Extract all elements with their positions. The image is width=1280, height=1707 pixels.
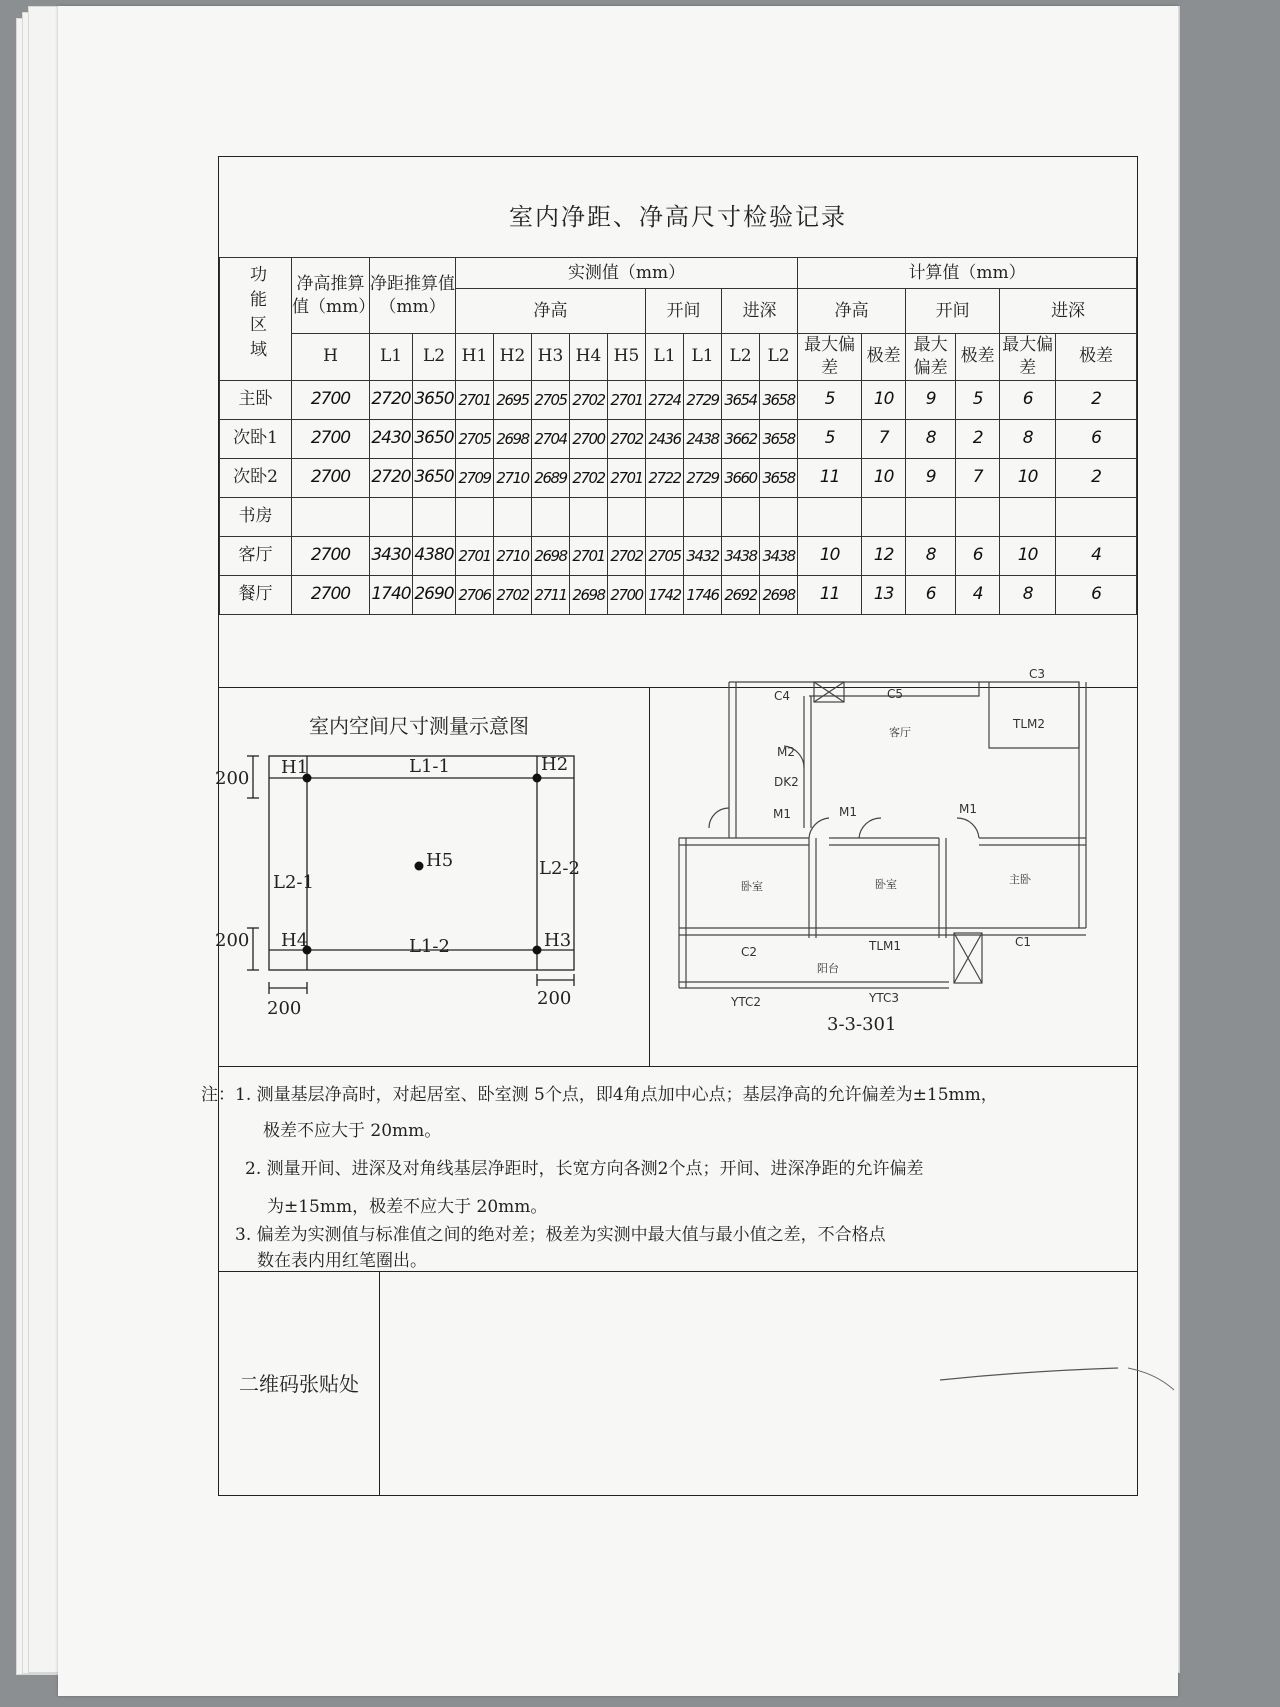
col-range-2: 极差 [956, 334, 1000, 381]
dim-label-top: 200 [215, 768, 250, 789]
cell-calc6: 2 [1056, 458, 1137, 497]
cell-bay1: 2436 [646, 419, 684, 458]
cell-depth2: 3658 [760, 458, 798, 497]
cell-h4: 2700 [570, 419, 608, 458]
cell-h3 [532, 497, 570, 536]
cell-h3: 2704 [532, 419, 570, 458]
plan-door-arc-a [809, 818, 829, 838]
cell-l1-est: 2720 [370, 458, 413, 497]
plan-wall-left [679, 838, 686, 988]
label-h4: H4 [281, 930, 309, 951]
col-h1: H1 [456, 334, 494, 381]
cell-area: 主卧 [220, 380, 292, 419]
calc-net-height-header: 净高 [798, 289, 906, 334]
cell-l1-est: 2430 [370, 419, 413, 458]
label-l2-2: L2-2 [539, 858, 580, 879]
table-body [220, 380, 1137, 614]
table-row [220, 497, 1137, 536]
cell-h1 [456, 497, 494, 536]
cell-l2-est: 3650 [413, 380, 456, 419]
cell-bay1: 2724 [646, 380, 684, 419]
table-row [220, 419, 1137, 458]
qr-label: 二维码张贴处 [239, 1372, 359, 1396]
note-2b: 为±15mm，极差不应大于 20mm。 [267, 1197, 548, 1217]
cell-h1: 2701 [456, 536, 494, 575]
cell-h1: 2701 [456, 380, 494, 419]
cell-calc3: 9 [906, 458, 956, 497]
plan-wall-top [729, 682, 979, 696]
plan-ytc2: YTC2 [731, 995, 761, 1009]
bay-header: 开间 [646, 289, 722, 334]
cell-h4: 2702 [570, 380, 608, 419]
cell-bay1: 2705 [646, 536, 684, 575]
cell-h1: 2705 [456, 419, 494, 458]
cell-calc2: 13 [862, 575, 906, 614]
label-h5: H5 [426, 850, 454, 871]
cell-depth1: 3662 [722, 419, 760, 458]
cell-l2-est: 3650 [413, 419, 456, 458]
dim-label-bottom: 200 [215, 930, 250, 951]
note-1a: 注：1. 测量基层净高时，对起居室、卧室测 5个点，即4角点加中心点；基层净高的允许偏差为±15mm， [201, 1085, 998, 1105]
cell-h-est: 2700 [292, 419, 370, 458]
point-h5 [415, 862, 424, 871]
cell-calc2: 7 [862, 419, 906, 458]
cell-h-est: 2700 [292, 575, 370, 614]
cell-l1-est [370, 497, 413, 536]
cell-calc1: 11 [798, 458, 862, 497]
col-h5: H5 [608, 334, 646, 381]
cell-h5: 2702 [608, 419, 646, 458]
plan-shaft-x [814, 682, 844, 702]
plan-dk2: DK2 [774, 775, 799, 789]
area-header: 功能区域 [220, 258, 292, 381]
cell-depth1: 2692 [722, 575, 760, 614]
cell-h3: 2711 [532, 575, 570, 614]
measurement-diagram [215, 688, 649, 1066]
cell-h5: 2701 [608, 380, 646, 419]
note-2a: 2. 测量开间、进深及对角线基层净距时，长宽方向各测2个点；开间、进深净距的允许偏差 [245, 1159, 924, 1179]
cell-calc5: 10 [1000, 536, 1056, 575]
table-row [220, 458, 1137, 497]
cell-calc4: 7 [956, 458, 1000, 497]
plan-wall-b [804, 696, 811, 828]
cell-bay2: 2729 [684, 380, 722, 419]
cell-depth1 [722, 497, 760, 536]
notes-section [201, 1067, 1137, 1272]
cell-bay2 [684, 497, 722, 536]
plan-wall-mid-a [679, 838, 809, 845]
cell-l2-est: 3650 [413, 458, 456, 497]
cell-h4: 2701 [570, 536, 608, 575]
col-h4: H4 [570, 334, 608, 381]
plan-wall-e [939, 838, 946, 938]
cell-calc6: 4 [1056, 536, 1137, 575]
plan-wall-a [729, 682, 736, 838]
col-l2: L2 [413, 334, 456, 381]
plan-wall-low-b [949, 928, 1086, 935]
cell-calc5: 8 [1000, 419, 1056, 458]
cell-l2-est: 2690 [413, 575, 456, 614]
cell-l1-est: 3430 [370, 536, 413, 575]
cell-calc1: 5 [798, 380, 862, 419]
table-row [220, 575, 1137, 614]
net-height-header: 净高 [456, 289, 646, 334]
qr-divider [379, 1272, 380, 1495]
plan-wall-bottom [679, 982, 949, 988]
cell-calc1: 5 [798, 419, 862, 458]
cell-calc1 [798, 497, 862, 536]
depth-header: 进深 [722, 289, 798, 334]
col-h3: H3 [532, 334, 570, 381]
cell-area: 次卧2 [220, 458, 292, 497]
inspection-sheet [58, 6, 1178, 1696]
cell-h1: 2709 [456, 458, 494, 497]
form-title: 室内净距、净高尺寸检验记录 [219, 157, 1137, 258]
col-h: H [292, 334, 370, 381]
plan-balcony: 阳台 [817, 962, 839, 975]
cell-area: 次卧1 [220, 419, 292, 458]
plan-m1-b: M1 [839, 805, 857, 819]
cell-calc4: 4 [956, 575, 1000, 614]
cell-bay1 [646, 497, 684, 536]
plan-c3: C3 [1029, 667, 1046, 681]
plan-bedroom-b: 卧室 [875, 878, 897, 891]
label-h2: H2 [541, 754, 569, 775]
plan-wall-d [809, 838, 816, 938]
cell-h2: 2702 [494, 575, 532, 614]
cell-calc4: 6 [956, 536, 1000, 575]
cell-h2: 2698 [494, 419, 532, 458]
cell-bay2: 3432 [684, 536, 722, 575]
col-depth-l2b: L2 [760, 334, 798, 381]
note-3b: 数在表内用红笔圈出。 [257, 1251, 427, 1271]
col-bay-l1b: L1 [684, 334, 722, 381]
plan-door-arc-e [709, 808, 729, 828]
col-bay-l1a: L1 [646, 334, 684, 381]
plan-door-arc-b [859, 818, 881, 838]
col-range-3: 极差 [1056, 334, 1137, 381]
cell-h2 [494, 497, 532, 536]
plan-m1-c: M1 [959, 802, 977, 816]
label-l1-1: L1-1 [409, 756, 450, 777]
cell-calc1: 10 [798, 536, 862, 575]
cell-depth1: 3438 [722, 536, 760, 575]
cell-calc3: 6 [906, 575, 956, 614]
col-max-dev-3: 最大偏差 [1000, 334, 1056, 381]
cell-area: 餐厅 [220, 575, 292, 614]
cell-calc4: 2 [956, 419, 1000, 458]
label-l2-1: L2-1 [273, 872, 314, 893]
cell-bay1: 1742 [646, 575, 684, 614]
plan-c2: C2 [741, 945, 758, 959]
cell-depth2: 3658 [760, 419, 798, 458]
dim-label-right: 200 [537, 988, 572, 1009]
table-row [220, 380, 1137, 419]
cell-h1: 2706 [456, 575, 494, 614]
plan-wall-right [1079, 682, 1086, 928]
label-h3: H3 [544, 930, 572, 951]
cell-h5: 2701 [608, 458, 646, 497]
col-h2: H2 [494, 334, 532, 381]
calculated-header: 计算值（mm） [798, 258, 1137, 289]
cell-depth1: 3660 [722, 458, 760, 497]
floor-plan [649, 667, 1139, 1066]
plan-wall-mid-c [979, 838, 1086, 845]
plan-c1: C1 [1015, 935, 1032, 949]
cell-calc2 [862, 497, 906, 536]
cell-calc4: 5 [956, 380, 1000, 419]
cell-h4: 2702 [570, 458, 608, 497]
calc-depth-header: 进深 [1000, 289, 1137, 334]
label-h1: H1 [281, 757, 309, 778]
height-est-header: 净高推算值（mm） [292, 258, 370, 334]
plan-wall-low-a [679, 928, 949, 935]
inspection-form [201, 156, 1138, 1496]
plan-m1-a: M1 [773, 807, 791, 821]
cell-calc6: 6 [1056, 419, 1137, 458]
pencil-stroke-b [1128, 1368, 1174, 1390]
cell-h2: 2695 [494, 380, 532, 419]
plan-wall-c [979, 682, 1079, 748]
col-depth-l2a: L2 [722, 334, 760, 381]
diagram-title: 室内空间尺寸测量示意图 [309, 714, 529, 738]
cell-depth2: 3658 [760, 380, 798, 419]
plan-ytc3: YTC3 [869, 991, 899, 1005]
plan-door-arc-c [957, 818, 979, 838]
cell-h3: 2705 [532, 380, 570, 419]
note-1b: 极差不应大于 20mm。 [263, 1121, 442, 1141]
measurement-table [219, 257, 1137, 615]
cell-calc6: 6 [1056, 575, 1137, 614]
plan-tlm2: TLM2 [1013, 717, 1046, 731]
col-range-1: 极差 [862, 334, 906, 381]
cell-h-est: 2700 [292, 380, 370, 419]
col-max-dev-1: 最大偏差 [798, 334, 862, 381]
cell-calc6: 2 [1056, 380, 1137, 419]
cell-h-est: 2700 [292, 536, 370, 575]
cell-l2-est [413, 497, 456, 536]
cell-h4: 2698 [570, 575, 608, 614]
col-l1: L1 [370, 334, 413, 381]
cell-l1-est: 2720 [370, 380, 413, 419]
cell-calc3: 8 [906, 536, 956, 575]
plan-unit-number: 3-3-301 [827, 1014, 897, 1035]
label-l1-2: L1-2 [409, 936, 450, 957]
plan-c5: C5 [887, 687, 904, 701]
measured-header: 实测值（mm） [456, 258, 798, 289]
cell-calc3: 8 [906, 419, 956, 458]
cell-calc2: 12 [862, 536, 906, 575]
cell-calc1: 11 [798, 575, 862, 614]
cell-calc2: 10 [862, 380, 906, 419]
cell-calc3: 9 [906, 380, 956, 419]
diagram-section [215, 667, 1137, 1067]
plan-c4: C4 [774, 689, 791, 703]
cell-h3: 2689 [532, 458, 570, 497]
plan-bedroom-a: 卧室 [741, 880, 763, 893]
cell-area: 书房 [220, 497, 292, 536]
cell-depth2: 3438 [760, 536, 798, 575]
cell-calc4 [956, 497, 1000, 536]
cell-h2: 2710 [494, 536, 532, 575]
cell-l1-est: 1740 [370, 575, 413, 614]
table-row [220, 536, 1137, 575]
point-h3 [533, 946, 542, 955]
cell-h2: 2710 [494, 458, 532, 497]
cell-depth1: 3654 [722, 380, 760, 419]
calc-bay-header: 开间 [906, 289, 1000, 334]
plan-tlm1: TLM1 [869, 939, 902, 953]
cell-calc3 [906, 497, 956, 536]
dim-label-left: 200 [267, 998, 302, 1019]
pencil-stroke-a [940, 1368, 1118, 1380]
cell-h5: 2702 [608, 536, 646, 575]
cell-l2-est: 4380 [413, 536, 456, 575]
plan-m2: M2 [777, 745, 795, 759]
dist-est-header: 净距推算值（mm） [370, 258, 456, 334]
cell-calc5 [1000, 497, 1056, 536]
plan-master: 主卧 [1009, 873, 1031, 886]
plan-wall-mid-b [829, 838, 939, 845]
cell-h5 [608, 497, 646, 536]
cell-calc5: 8 [1000, 575, 1056, 614]
cell-h3: 2698 [532, 536, 570, 575]
cell-h5: 2700 [608, 575, 646, 614]
cell-h-est [292, 497, 370, 536]
plan-living: 客厅 [889, 726, 911, 739]
cell-bay2: 1746 [684, 575, 722, 614]
cell-bay2: 2729 [684, 458, 722, 497]
cell-bay1: 2722 [646, 458, 684, 497]
note-3a: 3. 偏差为实测值与标准值之间的绝对差；极差为实测中最大值与最小值之差，不合格点 [235, 1225, 886, 1245]
cell-depth2: 2698 [760, 575, 798, 614]
cell-depth2 [760, 497, 798, 536]
cell-area: 客厅 [220, 536, 292, 575]
cell-calc5: 10 [1000, 458, 1056, 497]
cell-bay2: 2438 [684, 419, 722, 458]
col-max-dev-2: 最大偏差 [906, 334, 956, 381]
cell-calc6 [1056, 497, 1137, 536]
cell-h-est: 2700 [292, 458, 370, 497]
cell-h4 [570, 497, 608, 536]
cell-calc5: 6 [1000, 380, 1056, 419]
pencil-mark [938, 1366, 1178, 1436]
plan-shaft-bx [954, 933, 982, 983]
cell-calc2: 10 [862, 458, 906, 497]
